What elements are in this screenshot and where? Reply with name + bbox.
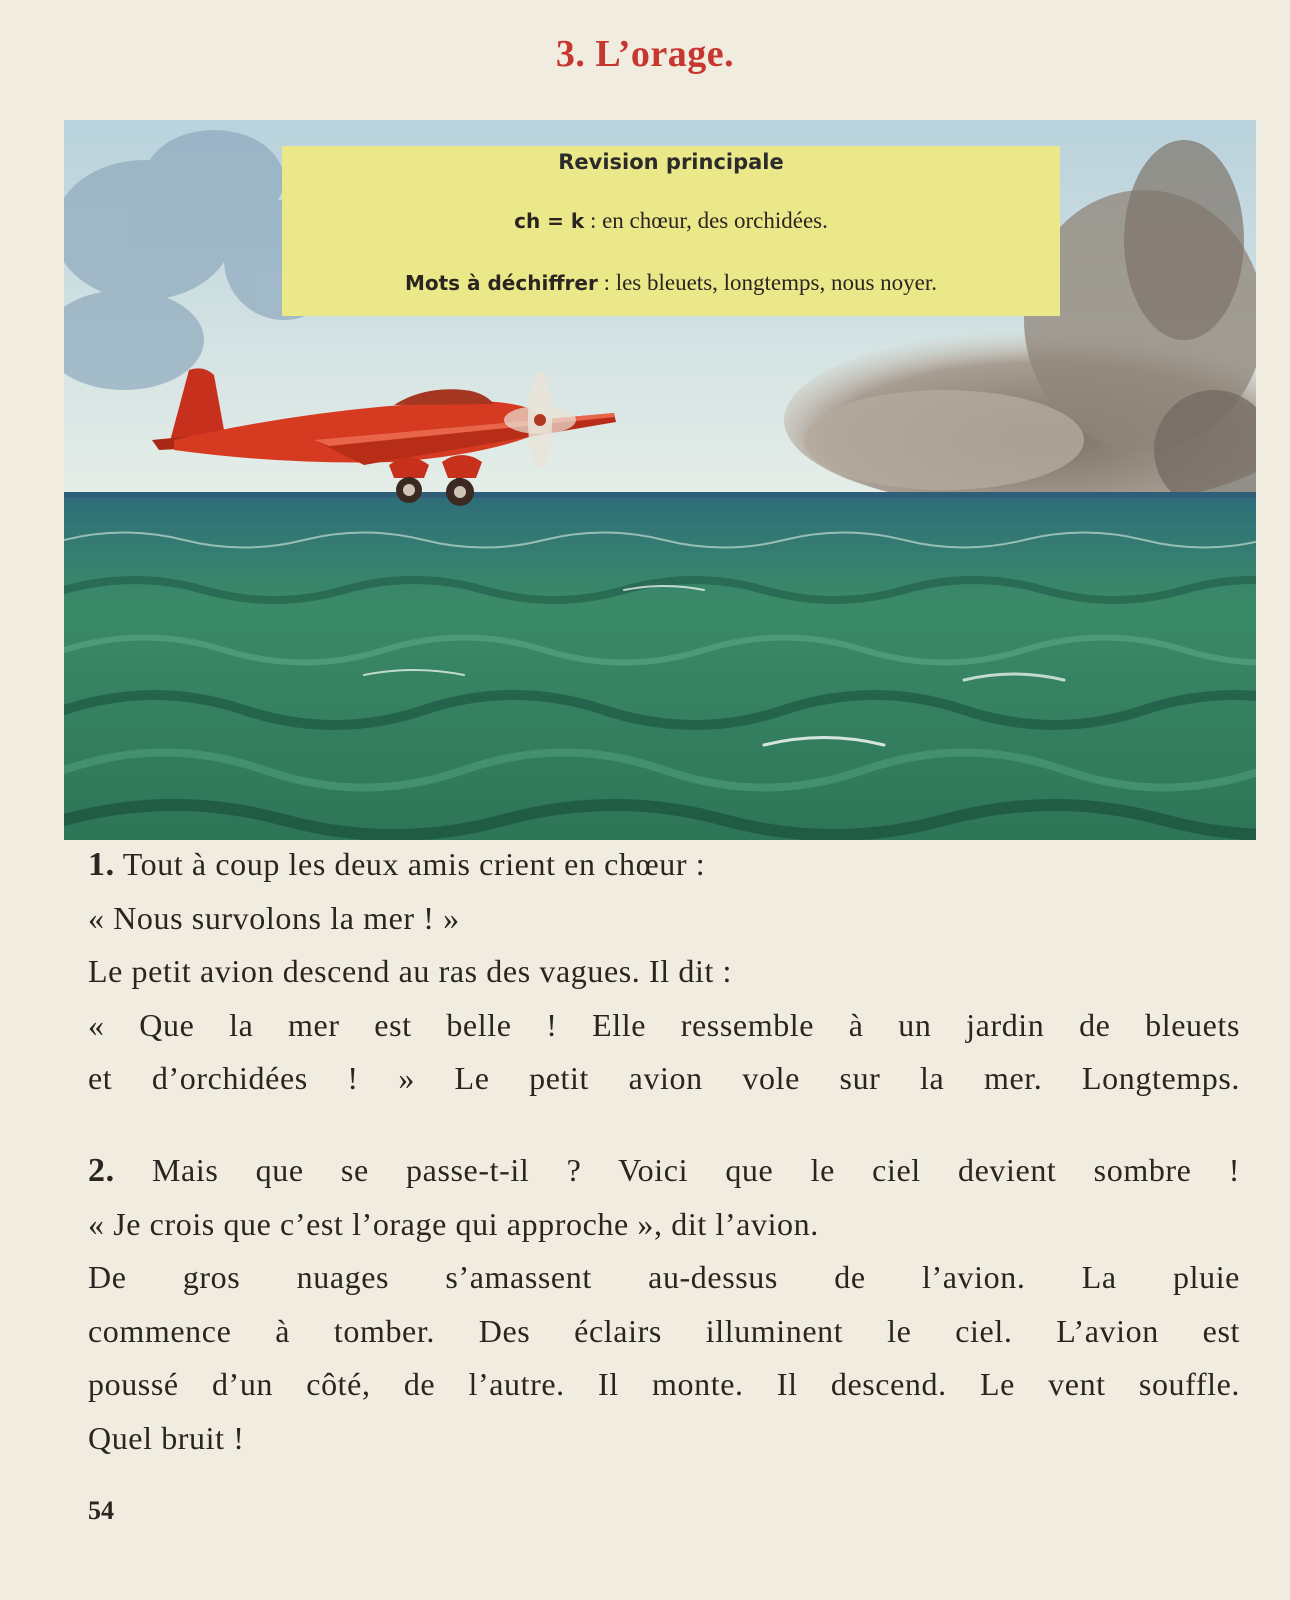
revision-words-list: les bleuets, longtemps, nous noyer.: [615, 270, 938, 295]
revision-words-line: [296, 270, 1046, 296]
paragraph-2: [88, 1144, 1240, 1465]
sea: [64, 498, 1256, 840]
revision-box: [282, 146, 1060, 316]
page-title: 3. L’orage.: [555, 33, 735, 75]
paragraph-line: [88, 1144, 1240, 1198]
paragraph-line: Le petit avion descend au ras des vagues. Il dit :: [88, 953, 733, 989]
paragraph-number: 1.: [88, 846, 115, 883]
paragraph-line: commence à tomber. Des éclairs illuminent le ciel. L’avion est: [88, 1312, 1240, 1349]
revision-rule-examples: en chœur, des orchidées.: [602, 208, 828, 233]
revision-rule-line: [282, 208, 1060, 234]
page-number: 54: [88, 1496, 114, 1525]
revision-words-label: Mots à déchiffrer: [404, 271, 598, 295]
revision-words-separator: :: [597, 270, 616, 295]
revision-heading: Revision principale: [558, 150, 784, 174]
paragraph-text: Mais que se passe-t-il ? Voici que le ciel devient sombre !: [151, 1152, 1240, 1188]
paragraph-line: De gros nuages s’amassent au-dessus de l’avion. La pluie: [88, 1259, 1240, 1295]
paragraph-line: Quel bruit !: [88, 1419, 245, 1456]
revision-rule-label: ch = k: [514, 209, 585, 233]
revision-rule-separator: :: [584, 208, 603, 233]
paragraph-line: et d’orchidées ! » Le petit avion vole sur la mer. Longtemps.: [88, 1060, 1240, 1096]
paragraph-1: [88, 838, 1240, 1106]
paragraph-number: 2.: [88, 1152, 115, 1189]
paragraph-line: poussé d’un côté, de l’autre. Il monte. Il descend. Le vent souffle.: [88, 1366, 1240, 1402]
paragraph-line: [88, 838, 1240, 892]
paragraph-text: Tout à coup les deux amis crient en chœur :: [122, 846, 706, 882]
paragraph-line: « Je crois que c’est l’orage qui approche », dit l’avion.: [88, 1205, 819, 1242]
paragraph-line: « Que la mer est belle ! Elle ressemble à un jardin de bleuets: [88, 1006, 1240, 1043]
paragraph-line: « Nous survolons la mer ! »: [88, 899, 460, 936]
